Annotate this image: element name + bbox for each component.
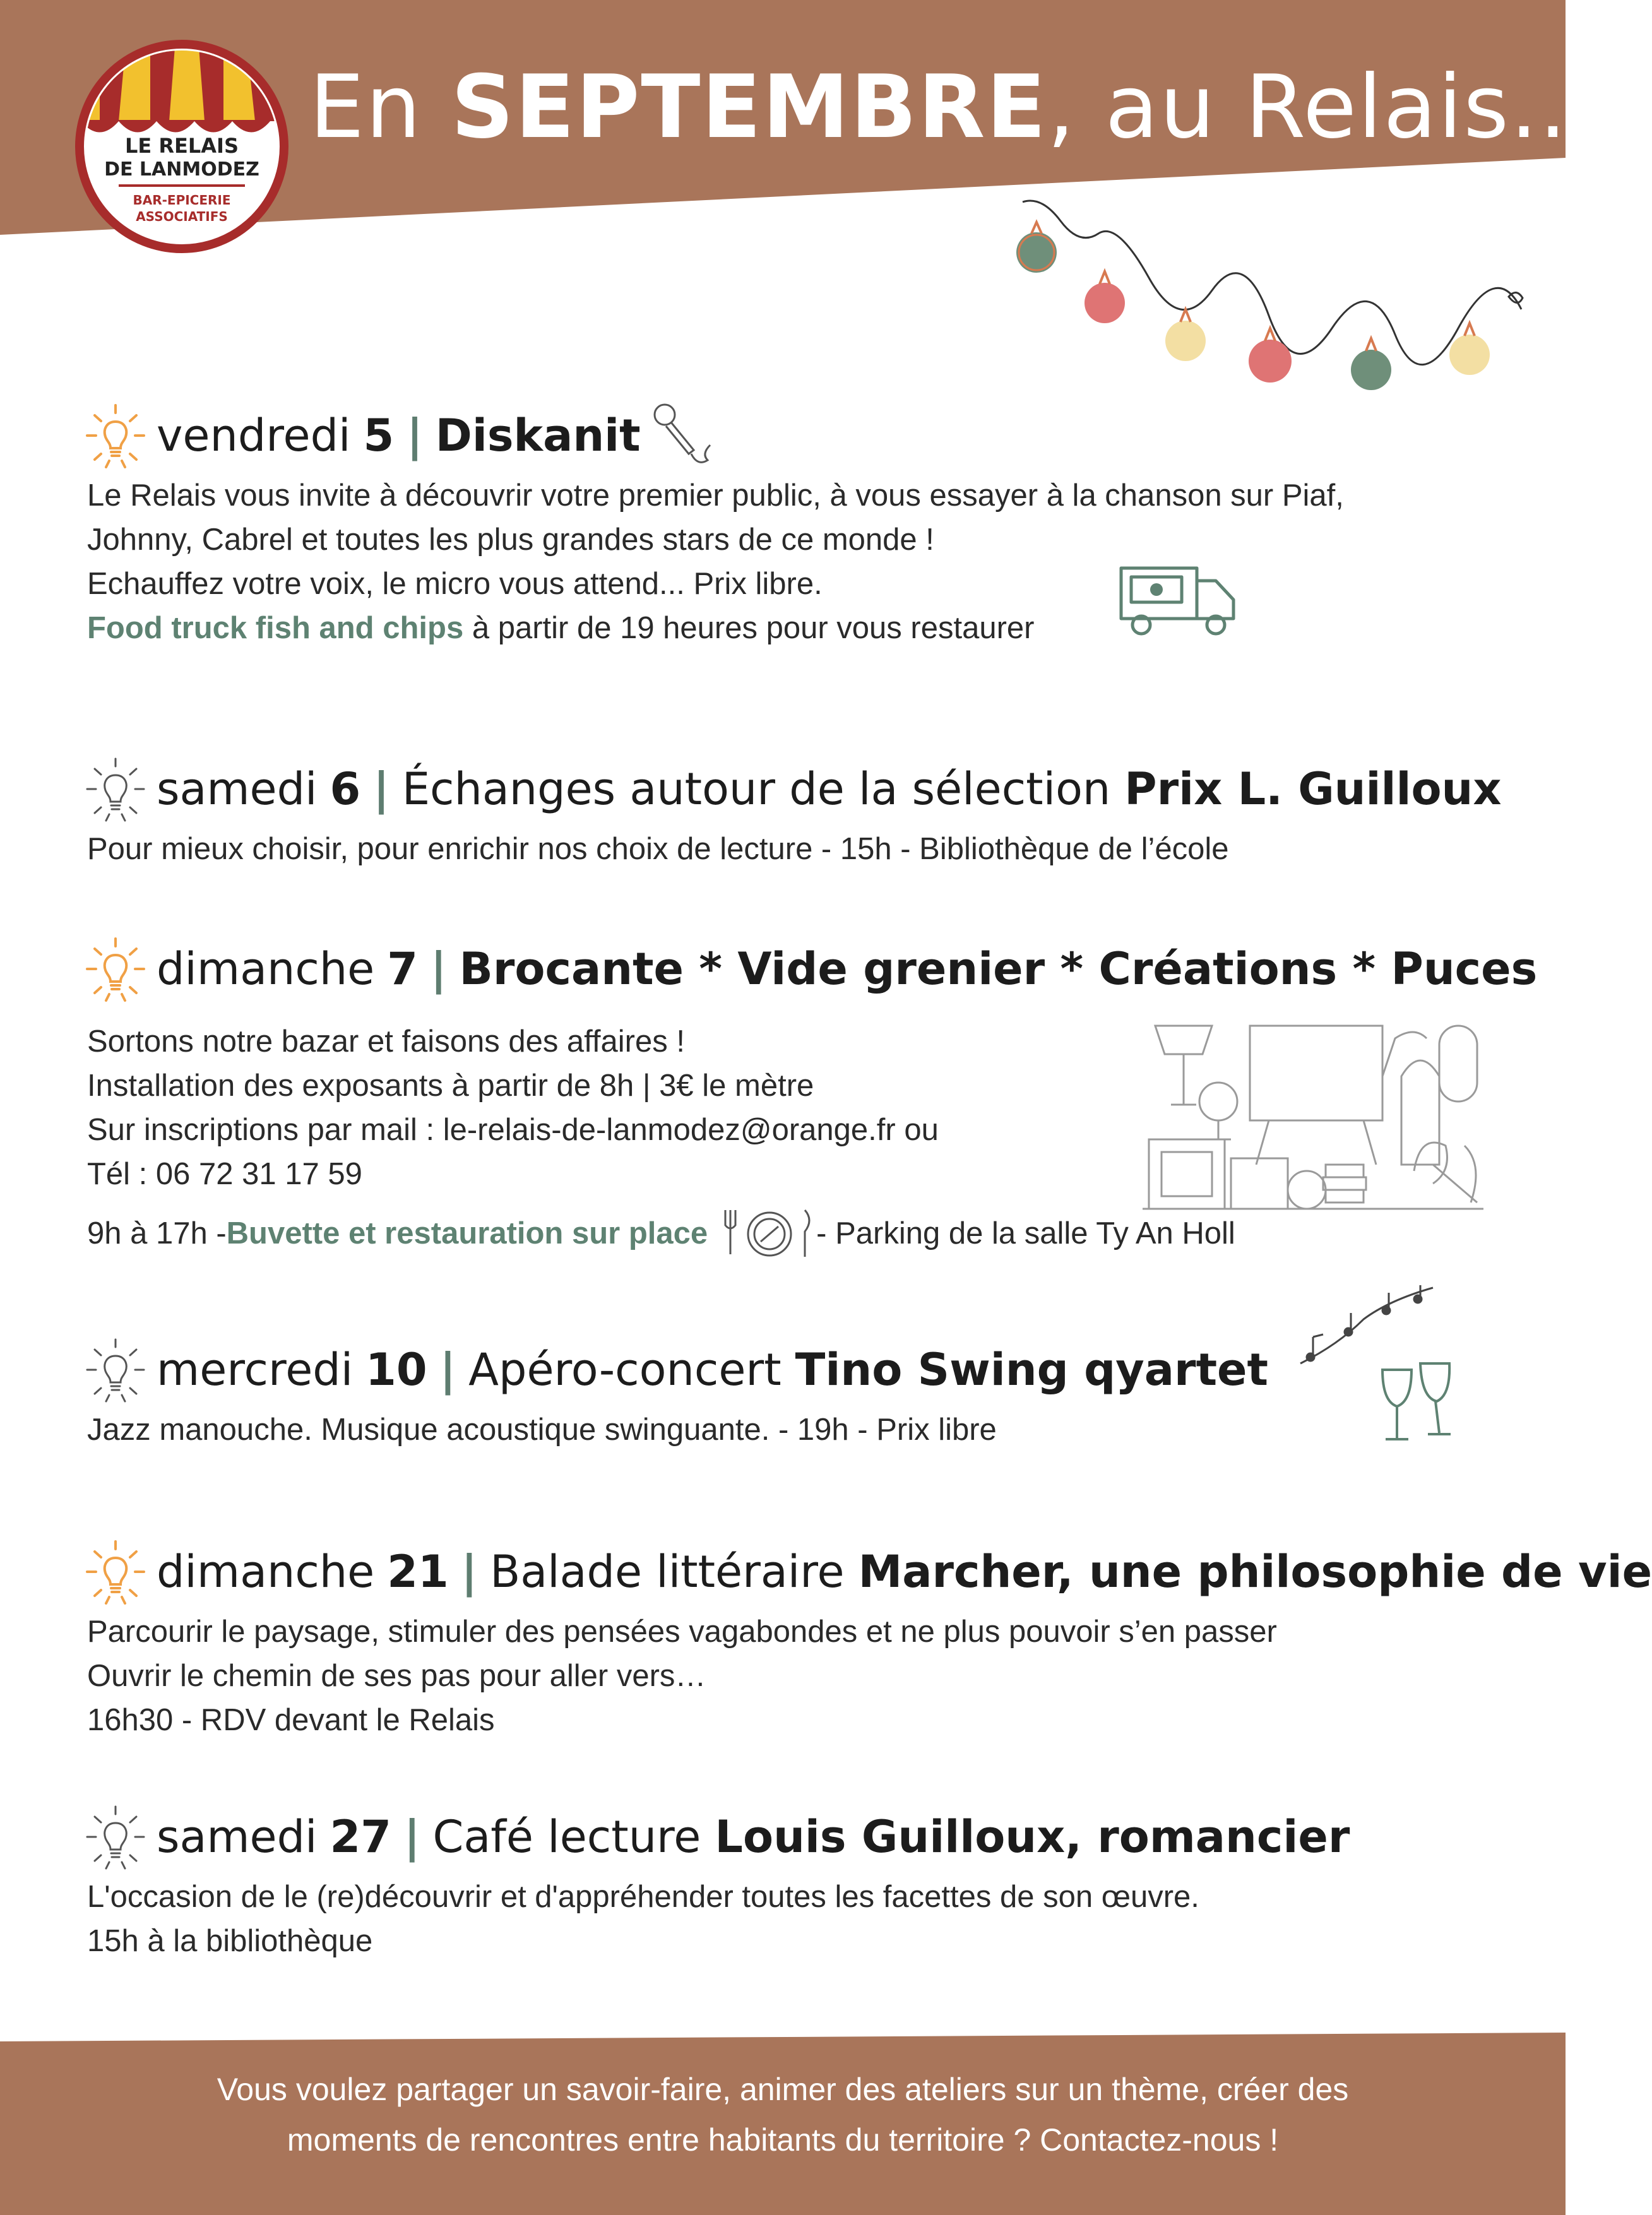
- event-diskanit: vendredi 5 | Diskanit Le Relais vous invite à découvrir votre premier public, à vous essayer à la chanson sur Piaf, Johnny, Cabrel et toutes les plus grandes stars de ce monde ! Echauffez votre voix, le micro vous attend... Prix libre. Food truck fish and chips à partir de 19 heures pour vous restaurer: [87, 398, 1526, 650]
- light-bulb-red-1: [1084, 283, 1125, 323]
- logo-text-line1: LE RELAIS: [125, 134, 239, 158]
- microphone-icon: [650, 401, 713, 470]
- light-garland-decoration: [1004, 183, 1534, 398]
- light-bulb-icon: [81, 1799, 150, 1875]
- event-title: Diskanit: [435, 410, 641, 461]
- event-prix-guilloux: samedi 6 | Échanges autour de la sélection Prix L. Guilloux Pour mieux choisir, pour enrichir nos choix de lecture - 15h - Bibliothèque de l’école: [87, 751, 1526, 871]
- relais-logo: [74, 39, 289, 254]
- event-title: Tino Swing qyartet: [795, 1344, 1268, 1396]
- light-bulb-green-2: [1351, 350, 1391, 390]
- event-apero-concert: mercredi 10 | Apéro-concert Tino Swing qyartet Jazz manouche. Musique acoustique swinguante. - 19h - Prix libre: [87, 1332, 1526, 1452]
- light-bulb-icon: [81, 398, 150, 473]
- logo-text-line2: DE LANMODEZ: [104, 158, 259, 181]
- event-title: Prix L. Guilloux: [1124, 763, 1502, 815]
- food-truck-icon: [1115, 555, 1241, 644]
- event-heading: samedi 6 | Échanges autour de la sélection Prix L. Guilloux: [87, 751, 1526, 827]
- event-heading: samedi 27 | Café lecture Louis Guilloux, romancier: [87, 1799, 1526, 1875]
- event-title: Brocante * Vide grenier * Créations * Puces: [459, 943, 1538, 995]
- event-balade-litteraire: dimanche 21 | Balade littéraire Marcher, une philosophie de vie Parcourir le paysage, stimuler des pensées vagabondes et ne plus pouvoir s’en passer Ouvrir le chemin de ses pas pour aller vers… 16h30 - RDV devant le Relais: [87, 1534, 1526, 1742]
- light-bulb-icon: [81, 751, 150, 827]
- event-heading: mercredi 10 | Apéro-concert Tino Swing qyartet: [87, 1332, 1526, 1408]
- light-bulb-icon: [81, 1332, 150, 1408]
- page-title: En SEPTEMBRE, au Relais...: [309, 56, 1597, 158]
- light-bulb-icon: [81, 1534, 150, 1610]
- logo-text-line3: BAR-EPICERIE: [133, 193, 231, 208]
- buvette-highlight: Buvette et restauration sur place: [226, 1216, 708, 1250]
- music-glasses-icon: [1288, 1281, 1477, 1452]
- food-truck-highlight: Food truck fish and chips: [87, 611, 464, 645]
- event-heading: dimanche 21 | Balade littéraire Marcher, une philosophie de vie: [87, 1534, 1526, 1610]
- event-heading: vendredi 5 | Diskanit: [87, 398, 1526, 473]
- light-bulb-red-2: [1249, 340, 1292, 383]
- brocante-items-illustration: [1136, 1001, 1490, 1215]
- light-bulb-yellow-2: [1449, 335, 1490, 375]
- title-month: SEPTEMBRE: [451, 56, 1047, 158]
- plate-cutlery-icon: [722, 1205, 816, 1262]
- event-brocante: dimanche 7 | Brocante * Vide grenier * Créations * Puces Sortons notre bazar et faisons des affaires ! Installation des exposants à partir de 8h | 3€ le mètre Sur inscriptions par mail : le-relais-de-lanmodez@orange.fr ou Tél : 06 72 31 17 59 9h à 17h - Buvette et restauration sur place - Parking de la salle Ty An Holl: [87, 931, 1526, 1262]
- light-bulb-icon: [81, 931, 150, 1007]
- logo-text-line4: ASSOCIATIFS: [136, 209, 228, 224]
- light-bulb-green-1: [1016, 232, 1057, 273]
- event-title: Louis Guilloux, romancier: [715, 1811, 1350, 1863]
- event-heading: dimanche 7 | Brocante * Vide grenier * Créations * Puces: [87, 931, 1526, 1007]
- event-title: Marcher, une philosophie de vie: [858, 1546, 1652, 1598]
- light-bulb-yellow-1: [1165, 321, 1206, 361]
- event-cafe-lecture: samedi 27 | Café lecture Louis Guilloux, romancier L'occasion de le (re)découvrir et d'appréhender toutes les facettes de son œuvre. 15h à la bibliothèque: [87, 1799, 1526, 1963]
- footer-call-to-action: Vous voulez partager un savoir-faire, animer des ateliers sur un thème, créer des moments de rencontres entre habitants du territoire ? Contactez-nous !: [217, 2072, 1349, 2158]
